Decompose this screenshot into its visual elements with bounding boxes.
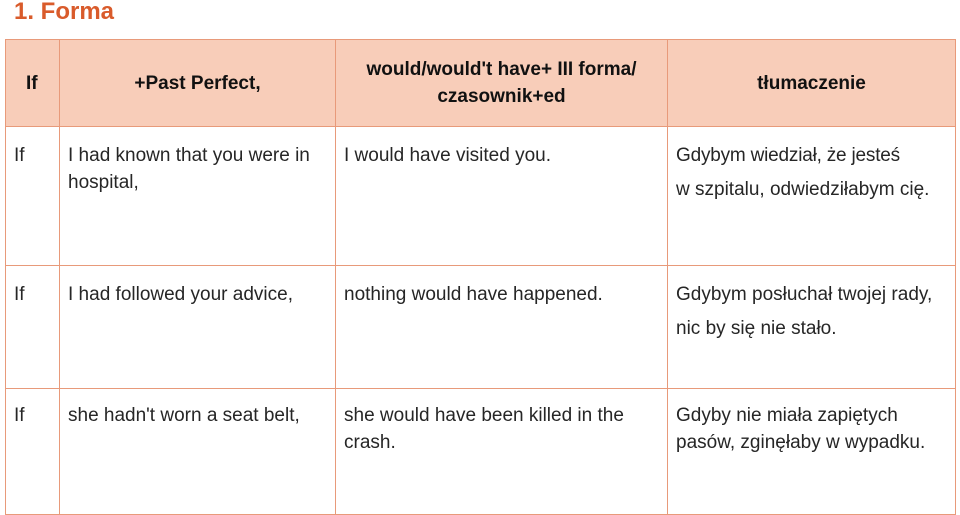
cell-condition: I had known that you were in hospital, (60, 127, 336, 266)
cell-translation (668, 127, 956, 266)
table-row (6, 266, 956, 389)
cell-if: If (6, 266, 60, 389)
table-row (6, 389, 956, 515)
table-header-row (6, 40, 956, 127)
header-cell-if: If (6, 40, 60, 127)
page-title: 1. Forma (14, 0, 115, 25)
cell-if: If (6, 127, 60, 266)
cell-translation (668, 266, 956, 389)
table-row (6, 127, 956, 266)
header-cell-would-have: would/would't have+ III forma/ czasownik+ed (336, 40, 668, 127)
translation-line: w szpitalu, odwiedziłabym cię. (676, 179, 930, 200)
translation-line: nic by się nie stało. (676, 318, 837, 339)
translation-line: Gdybym wiedział, że jesteś (676, 145, 900, 166)
cell-translation: Gdyby nie miała zapiętych pasów, zginęłaby w wypadku. (668, 389, 956, 515)
cell-result: I would have visited you. (336, 127, 668, 266)
cell-result: she would have been killed in the crash. (336, 389, 668, 515)
cell-if: If (6, 389, 60, 515)
header-cell-past-perfect: +Past Perfect, (60, 40, 336, 127)
cell-result: nothing would have happened. (336, 266, 668, 389)
cell-condition: she hadn't worn a seat belt, (60, 389, 336, 515)
translation-line: Gdybym posłuchał twojej rady, (676, 284, 933, 305)
header-cell-translation: tłumaczenie (668, 40, 956, 127)
cell-condition: I had followed your advice, (60, 266, 336, 389)
grammar-table (5, 39, 956, 515)
